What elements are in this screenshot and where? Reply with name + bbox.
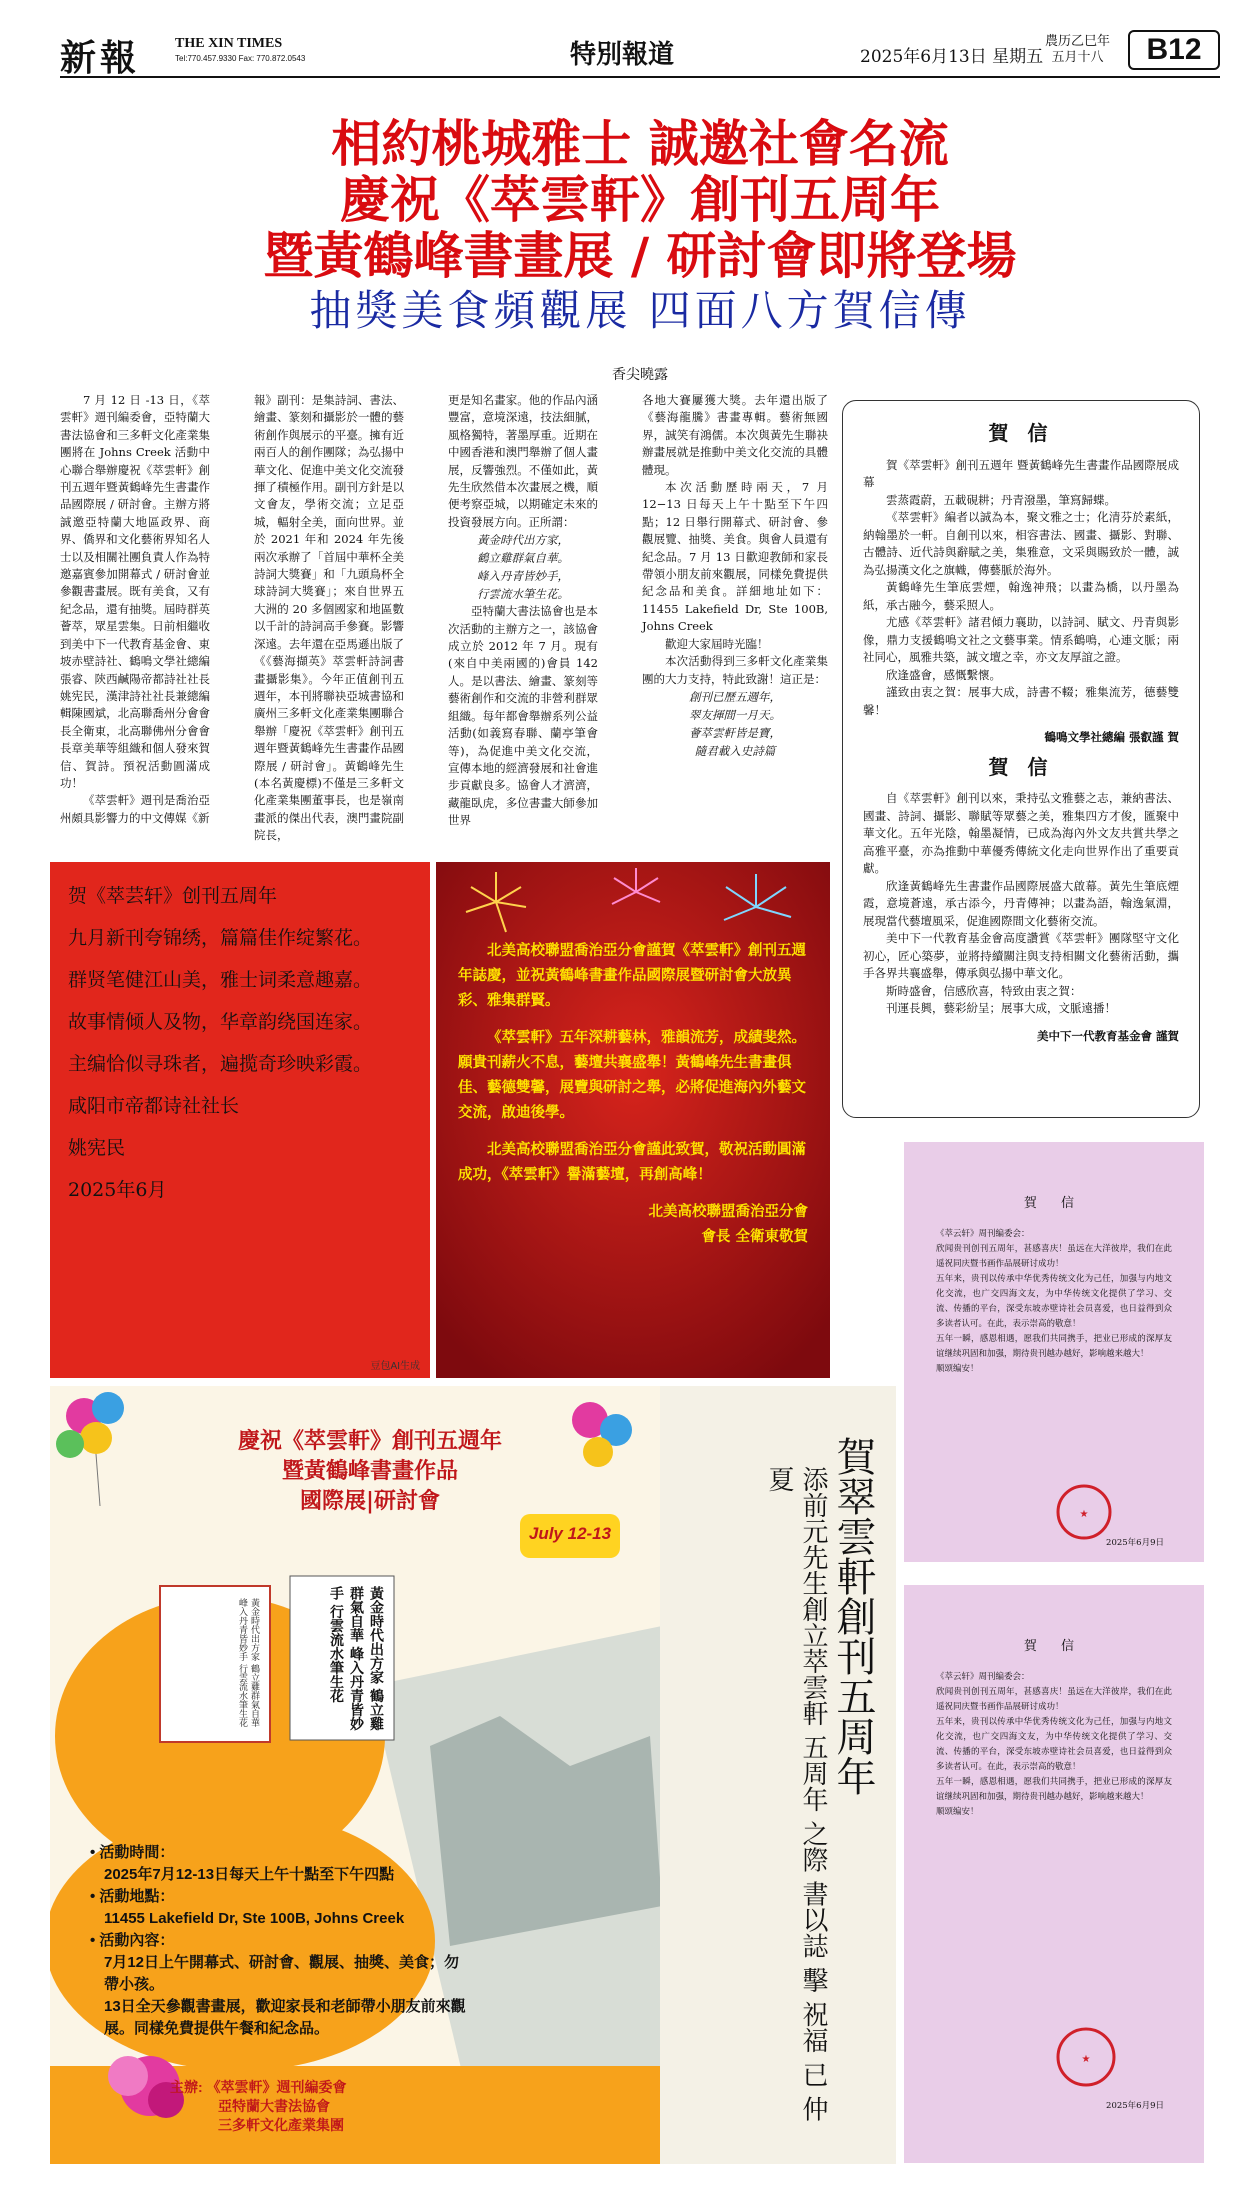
letter-title: 賀 信 [1023,1196,1085,1211]
poster-title-line: 慶祝《萃雲軒》創刊五週年 [237,1428,502,1454]
event-content: 7月12日上午開幕式、研討會、觀展、抽獎、美食；勿帶小孩。 [104,1954,460,1993]
event-content: 13日全天參觀書畫展，歡迎家長和老師帶小朋友前來觀展。同樣免費提供午餐和紀念品。 [104,1998,466,2037]
artwork-calligraphy: 黃金時代出方家 鶴立雞群氣自華 峰入丹青皆妙手 行雲流水筆生花 [328,1586,384,1731]
poem-line: 黃金時代出方家， [477,533,569,548]
poem-line: 翠友揮間一月天。 [689,707,781,722]
poem-date: 2025年6月 [68,1179,167,1201]
poem-line: 九月新刊夸锦绣，篇篇佳作绽繁花。 [68,927,373,949]
svg-text:★: ★ [1081,2054,1091,2065]
poster-title-line: 國際展|研討會 [299,1488,440,1514]
detail-label: • 活動內容： [90,1932,175,1949]
letter-paragraph: 五年一瞬，感恩相遇，愿我们共同携手，把业已形成的深厚友谊继续巩固和加强，期待贵刊越办越好，影响越来越大！ [936,1777,1172,1802]
letter-paragraph: 刊運長興，藝彩紛呈；展事大成，文脈遠播！ [886,1001,1116,1015]
letter-salutation: 《萃云轩》周刊编委会： [936,1229,1030,1239]
letter-paragraph: 五年来，贵刊以传承中华优秀传统文化为己任，加强与内地文化交流，也广交四海文友，为中华传统文化提供了学习、交流、传播的平台，深受东坡赤壁诗社会员喜爱，也日益得到众多读者认可。在此，表示崇高的敬意！ [936,1274,1172,1329]
letter-paragraph: 謹致由衷之賀：展事大成，詩書不輟；雅集流芳，德藝雙馨！ [863,685,1179,717]
letter-title: 賀 信 [1023,1639,1085,1654]
letter-paragraph: 《萃雲軒》五年深耕藝林，雅韻流芳，成績斐然。願貴刊薪火不息，藝壇共襄盛舉！黃鶴峰先生書畫俱佳、藝德雙馨，展覽與研討之舉，必將促進海內外藝文交流，啟迪後學。 [458,1029,806,1121]
letter-paragraph: 五年来，贵刊以传承中华优秀传统文化为己任，加强与内地文化交流，也广交四海文友，为中华传统文化提供了学习、交流、传播的平台，深受东坡赤壁诗社会员喜爱，也日益得到众多读者认可。在此，表示崇高的敬意！ [936,1717,1172,1772]
event-time: 2025年7月12-13日每天上午十點至下午四點 [104,1866,395,1883]
article-paragraph: 歡迎大家屆時光臨！ [665,636,769,651]
event-poster [50,1386,662,2164]
newspaper-contact: Tel:770.457.9330 Fax: 770.872.0543 [175,54,306,63]
red-poem-panel [50,862,430,1378]
article-paragraph: 本次活動歷時兩天，7 月 12−13 日每天上午十點至下午四點；12 日舉行開幕式、研討會、參觀展覽、抽獎、美食。與會人員還有紀念品。7 月 13 日歡迎教師和家長帶領小朋友前來觀展，同樣免費提供紀念品和美食。詳細地址如下：11455 Lakefield Dr, Ste 100B, Johns Creek [642,480,828,634]
red-seal-icon [1054,2025,1118,2089]
poem-line: 隨君載入史詩篇 [694,743,776,758]
article-column-2 [254,392,404,845]
letter-closing: 顺颂编安！ [936,1364,979,1374]
section-title: 特別報道 [570,40,675,70]
poem [448,531,598,603]
poster-title [190,1426,550,1516]
letter-paragraph: 欣闻贵刊创刊五周年，甚感喜庆！虽远在大洋彼岸，我们在此遥祝同庆暨书画作品展研讨成功！ [936,1687,1172,1712]
signature-org: 北美高校聯盟喬治亞分會 [648,1203,808,1220]
calligraphy-inscription: 添前元先生創立萃雲軒 五周年 之際 書以誌 擊 祝福 已 仲夏 [764,1466,828,2122]
poem-line: 創刊已歷五週年， [689,689,781,704]
page-number: B12 [1128,30,1220,70]
subheadline: 抽獎美食頻觀展 四面八方賀信傳 [309,286,971,335]
detail-label: • 活動地點： [90,1888,175,1905]
letter-paragraph: 雲蒸霞蔚，五載硯耕；丹青潑墨，筆寫歸蝶。 [886,492,1116,507]
ai-mark: 豆包AI生成 [370,1361,420,1372]
letter-signature: 美中下一代教育基金會 謹賀 [1036,1028,1179,1043]
letter-paragraph: 自《萃雲軒》創刊以來，秉持弘文雅藝之志，兼納書法、國畫、詩詞、攝影、聯賦等眾藝之美，雅集四方才俊，匯聚中華文化。五年光陰，翰墨凝情，已成為海內外文友共賞共學之高雅平臺，亦為推動中華優秀傳統文化走向世界作出了重要貢獻。 [863,791,1179,875]
headline-line-3: 暨黃鶴峰書畫展 / 研討會即將登場 [263,226,1017,285]
fireworks-panel [436,862,830,1378]
poem-line: 群贤笔健江山美，雅士词柔意趣嘉。 [68,969,373,991]
letter-paragraph: 欣逢黃鶴峰先生書畫作品國際展盛大啟幕。黃先生筆底煙霞，意境蒼遠，承古添今，丹青傳神；以畫為語，翰逸氣淵，展現當代藝壇風采，促進國際間文化藝術交流。 [863,878,1179,928]
letter-paragraph: 黃鶴峰先生筆底雲煙，翰逸神飛；以畫為橋，以丹墨為紙，承古融今，藝采照人。 [863,580,1179,612]
letter-salutation: 《萃云轩》周刊编委会： [936,1672,1030,1682]
pink-letter [904,1142,1204,1562]
article-column-3 [448,392,598,830]
article-paragraph: 各地大賽屢獲大獎。去年還出版了《藝海龍騰》書畫專輯。藝術無國界，誠笑有鴻儒。本次與黃先生聯袂辦畫展就是推動中美文化交流的具體體現。 [642,393,828,477]
event-details [90,1842,470,2040]
poster-title-line: 暨黃鶴峰書畫作品 [281,1458,458,1484]
headline-line-2: 慶祝《萃雲軒》創刊五周年 [340,170,940,229]
poem-line: 鶴立雞群氣自華。 [477,551,569,566]
artwork-calligraphy: 黃金時代出方家 鶴立雞群氣自華 峰入丹青皆妙手 行雲流水筆生花 [237,1598,259,1727]
letter-signature [458,1199,808,1249]
poem [642,688,828,760]
fireworks-text [458,938,808,1358]
letter-paragraph: 尤感《萃雲軒》諸君傾力襄助，以詩詞、賦文、丹青與影像，鼎力支援鶴鳴文社之文藝事業。情系鶴鳴，心連文脈；兩社同心，風雅共築，誠文壇之幸，亦文友厚誼之證。 [863,615,1179,664]
letter-intro: 賀《萃雲軒》創刊五週年 暨黃鶴峰先生書畫作品國際展成幕 [863,457,1179,489]
organizers [170,2078,470,2135]
issue-date: 2025年6月13日 星期五 [860,47,1044,67]
letter-signature: 鶴鳴文學社總編 張叡謹 賀 [1044,730,1179,744]
letter-closing: 顺颂编安！ [936,1807,979,1817]
svg-text:★: ★ [1079,1509,1089,1520]
letter-paragraph: 五年一瞬，感恩相遇，愿我们共同携手，把业已形成的深厚友谊继续巩固和加强，期待贵刊越办越好，影响越来越大！ [936,1334,1172,1359]
letter-date: 2025年6月9日 [1106,1538,1164,1548]
letter-title: 賀 信 [988,754,1054,779]
masthead [60,30,1220,78]
newspaper-english-name: THE XIN TIMES [175,36,283,51]
poem-line: 行雲流水筆生花。 [477,587,569,602]
signature-person: 會長 全衛東敬賀 [701,1228,808,1245]
headline-line-1: 相約桃城雅士 誠邀社會名流 [331,114,949,173]
newspaper-logo: 新報 [60,37,141,79]
organizer: 三多軒文化產業集團 [218,2117,344,2133]
letter-paragraph: 斯時盛會，信感欣喜，特致由衷之賀： [886,983,1082,998]
lunar-date [1045,34,1110,66]
date-badge: July 12-13 [528,1524,612,1543]
article-paragraph: 《萃雲軒》週刊是喬治亞州頗具影響力的中文傳媒《新 [60,793,210,825]
letter-paragraph: 欣闻贵刊创刊五周年，甚感喜庆！虽远在大洋彼岸，我们在此遥祝同庆暨书画作品展研讨成功！ [936,1244,1172,1269]
poem-author-title: 咸阳市帝都诗社社长 [68,1095,240,1117]
organizer: 亞特蘭大書法協會 [218,2098,330,2114]
letter-title: 賀 信 [988,421,1054,445]
article-paragraph: 報》副刊：是集詩詞、書法、繪畫、篆刻和攝影於一體的藝術創作與展示的平臺。擁有近兩百人的創作團隊；為弘揚中華文化、促進中美文化交流發揮了積極作用。副刊方針是以文會友，學術交流；立足亞城，輻射全美，面向世界。並於 2021 年和 2024 年先後兩次承辦了「首屆中華杯全美詩詞大獎賽」和「九頭鳥杯全球詩詞大獎賽」；來自世界五大洲的 20 多個國家和地區數以千計的詩詞高手參賽。影響深遠。去年還在亞馬遜出版了《《藝海擷英》萃雲軒詩詞書畫攝影集》。今年正值創刊五週年，本刊將聯袂亞城書協和廣州三多軒文化產業集團聯合舉辦「慶祝《萃雲軒》創刊五週年暨黃鶴峰先生書畫作品國際展 / 研討會」。黃鶴峰先生(本名黃慶標)不僅是三多軒文化產業集團董事長，也是嶺南畫派的傑出代表，澳門畫院副院長， [254,393,404,843]
article-column-4 [642,392,828,760]
calligraphy-main: 賀翠雲軒創刊五周年 [830,1436,876,1796]
poem-line: 贺《萃芸轩》创刊五周年 [68,885,278,907]
poem-line: 故事情倾人及物，华章韵绕国连家。 [68,1011,373,1033]
lunar-year: 農历乙巳年 [1045,34,1111,49]
poem-author: 姚宪民 [68,1137,126,1159]
letter-paragraph: 欣逢盛會，感慨繫懷。 [886,667,1001,682]
article-paragraph: 更是知名畫家。他的作品內涵豐富，意境深遠，技法細膩，風格獨特，著墨厚重。近期在中國香港和澳門舉辦了個人畫展，反響強烈。不僅如此，黃先生欣然借本次畫展之機，順便考察亞城，以期確定未來的投資發展方向。正所謂： [448,393,598,529]
pink-letter [904,1585,1204,2163]
article-paragraph: 本次活動得到三多軒文化產業集團的大力支持，特此致謝！這正是： [642,654,828,686]
letter-paragraph: 北美高校聯盟喬治亞分會謹此致賀，敬祝活動圓滿成功，《萃雲軒》譽滿藝壇，再創高峰！ [458,1141,806,1183]
byline: 香尖曉露 [612,367,668,383]
letter-paragraph: 美中下一代教育基金會高度讚賞《萃雲軒》團隊堅守文化初心，匠心築夢，並將持續關注與支持相關文化藝術活動，攜手各界共襄盛舉，傳承與弘揚中華文化。 [863,931,1179,980]
poem-line: 薈萃雲軒皆是寶， [689,725,781,740]
article-paragraph: 亞特蘭大書法協會也是本次活動的主辦方之一，該協會成立於 2012 年 7 月。現有(來自中美兩國的)會員 142 人。是以書法、繪畫、篆刻等藝術創作和交流的非營利群眾組織。每年都會舉辦系列公益活動(如義寫春聯、蘭亭筆會等)，為促進中美文化交流，宣傳本地的經濟發展和社會進步貢獻良多。協會人才濟濟，藏龍臥虎，多位書畫大師參加世界 [448,604,598,828]
article-column-1 [60,392,210,827]
calligraphy-text [660,1426,896,2146]
detail-label: • 活動時間： [90,1844,175,1861]
poem-line: 主编恰似寻珠者，遍揽奇珍映彩霞。 [68,1053,373,1075]
congratulation-box [842,400,1200,1118]
article-paragraph: 7 月 12 日 -13 日，《萃雲軒》週刊編委會，亞特蘭大書法協會和三多軒文化產業集團將在 Johns Creek 活動中心聯合舉辦慶祝《萃雲軒》創刊五週年暨黃鶴峰先生書畫作品國際展 / 研討會。主辦方將誠邀亞特蘭大地區政界、商界、僑界和文化藝術界知名人士以及相關社團負責人作為特邀嘉賓參加開幕式 / 研討會並參觀書畫展。既有美食，又有紀念品，還有抽獎。屆時群英薈萃，眾星雲集。日前相繼收到美中下一代教育基金會、東坡赤壁詩社、鶴鳴文學社總編張睿、陝西鹹陽帝都詩社社長姚宪民，漢津詩社社長兼總編輯陳國斌，北高聯喬州分會會長全衛東，北高聯佛州分會會長章美華等組織和個人發來賀信、賀詩。預祝活動圓滿成功！ [60,393,210,790]
event-place: 11455 Lakefield Dr, Ste 100B, Johns Creek [104,1910,405,1927]
lunar-day: 五月十八 [1051,50,1104,65]
letter-paragraph: 北美高校聯盟喬治亞分會謹賀《萃雲軒》創刊五週年誌慶，並祝黃鶴峰書畫作品國際展暨研討會大放異彩、雅集群賢。 [458,942,806,1009]
organizers-label: 主辦: [170,2079,203,2095]
calligraphy-scroll [660,1386,896,2164]
letter-paragraph: 《萃雲軒》編者以誠為本，聚文雅之士；化清芬於素紙，納翰墨於一軒。自創刊以來，相容書法、國畫、攝影、對聯、古體詩、近代詩與辭賦之美，集雅意，文采與賜致於一體，誠為弘揚漢文化之旗幟，傳藝脈於海外。 [863,510,1179,577]
poem-line: 峰入丹青皆妙手， [477,569,569,584]
red-seal-icon [1054,1482,1114,1542]
letter-date: 2025年6月9日 [1106,2101,1164,2111]
organizer: 《萃雲軒》週刊編委會 [206,2079,347,2095]
